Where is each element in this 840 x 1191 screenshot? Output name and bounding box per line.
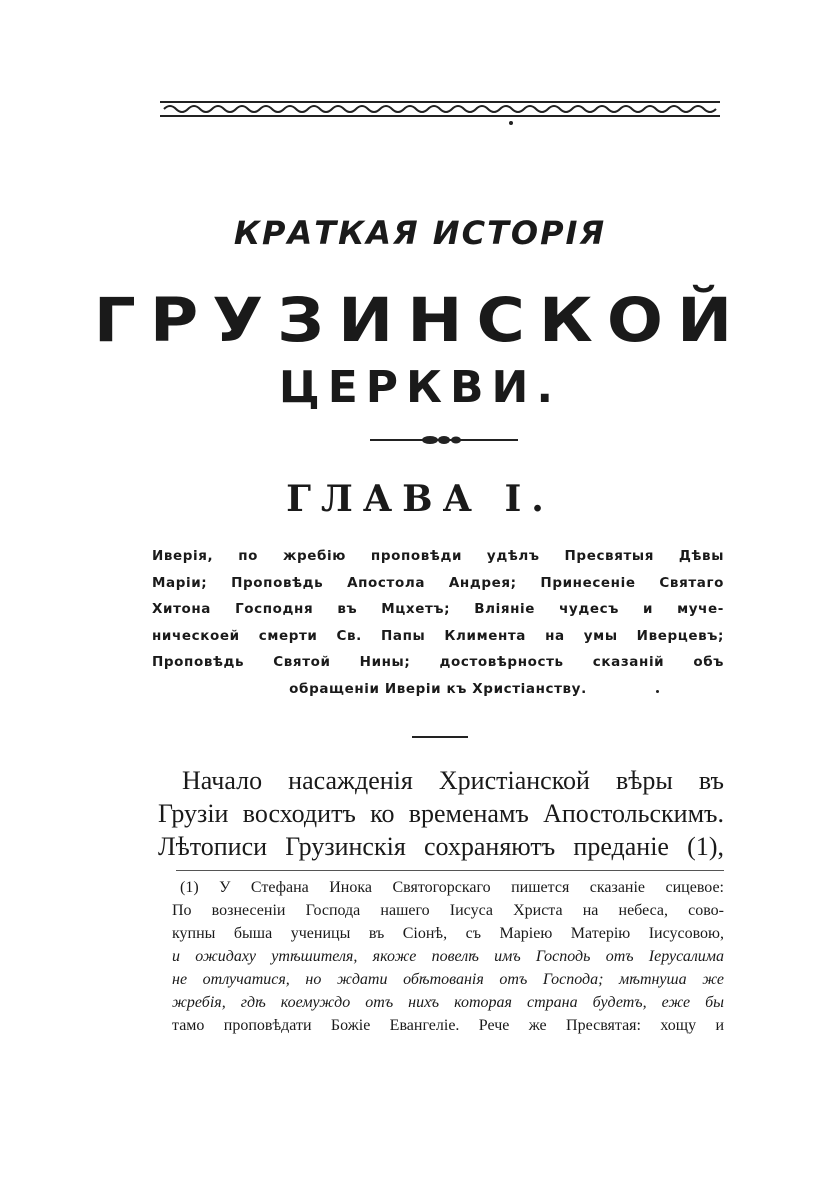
footnote: [172, 876, 724, 1037]
stray-mark: [656, 690, 659, 693]
title-line-3: ЦЕРКВИ.: [278, 362, 562, 413]
footnote-line: и ожидаху утѣшителя, якоже повелѣ имъ Господь отъ Іерусалима: [172, 948, 724, 965]
section-divider: [412, 736, 468, 738]
summary-line: Иверія, по жребію проповѣди удѣлъ Пресвятыя Дѣвы: [152, 548, 724, 564]
summary-line: обращеніи Иверіи къ Христіанству.: [289, 680, 587, 697]
footnote-line: жребія, гдѣ коемуждо отъ нихъ которая страна будетъ, еже бы: [172, 994, 724, 1011]
summary-line: Хитона Господня въ Мцхетъ; Вліяніе чудесъ и мучe-: [152, 601, 724, 617]
summary-line: ническоей смерти Св. Папы Климента на умы Иверцевъ;: [152, 627, 724, 644]
ornamental-header-band: [160, 101, 720, 117]
title-ornament-divider: [370, 434, 518, 446]
chapter-heading: ГЛАВА I.: [286, 478, 554, 520]
summary-line: Проповѣдь Святой Нины; достовѣрность сказаній объ: [152, 654, 724, 670]
text-line: Начало насажденія Христіанской вѣры въ: [182, 766, 724, 795]
main-text: [158, 764, 724, 863]
footnote-separator: [176, 870, 724, 871]
footnote-line: тамо проповѣдати Божіе Евангеліе. Рече же Пресвятая: хощу и: [172, 1017, 724, 1034]
text-line: Грузіи восходитъ ко временамъ Апостольскимъ.: [158, 799, 724, 828]
text-line: Лѣтописи Грузинскія сохраняютъ преданіе (1),: [158, 832, 724, 861]
footnote-line: купны быша ученицы въ Сіонѣ, съ Маріею Матерію Іисусовою,: [172, 925, 724, 942]
footnote-line: (1) У Стефана Инока Святогорскаго пишется сказаніе сицевое:: [180, 879, 724, 896]
summary-line: Маріи; Проповѣдь Апостола Андрея; Принесеніе Святаго: [152, 574, 724, 591]
footnote-line: не отлучатися, но ждати обѣтованія отъ Господа; мѣтнуша же: [172, 971, 724, 988]
footnote-line: По вознесеніи Господа нашего Іисуса Христа на небеса, сово-: [172, 902, 724, 919]
chapter-summary: [152, 543, 724, 702]
ornament-dot: [509, 121, 513, 125]
title-line-2: ГРУЗИНСКОЙ: [93, 285, 747, 356]
title-line-1: КРАТКАЯ ИСТОРІЯ: [233, 214, 607, 252]
